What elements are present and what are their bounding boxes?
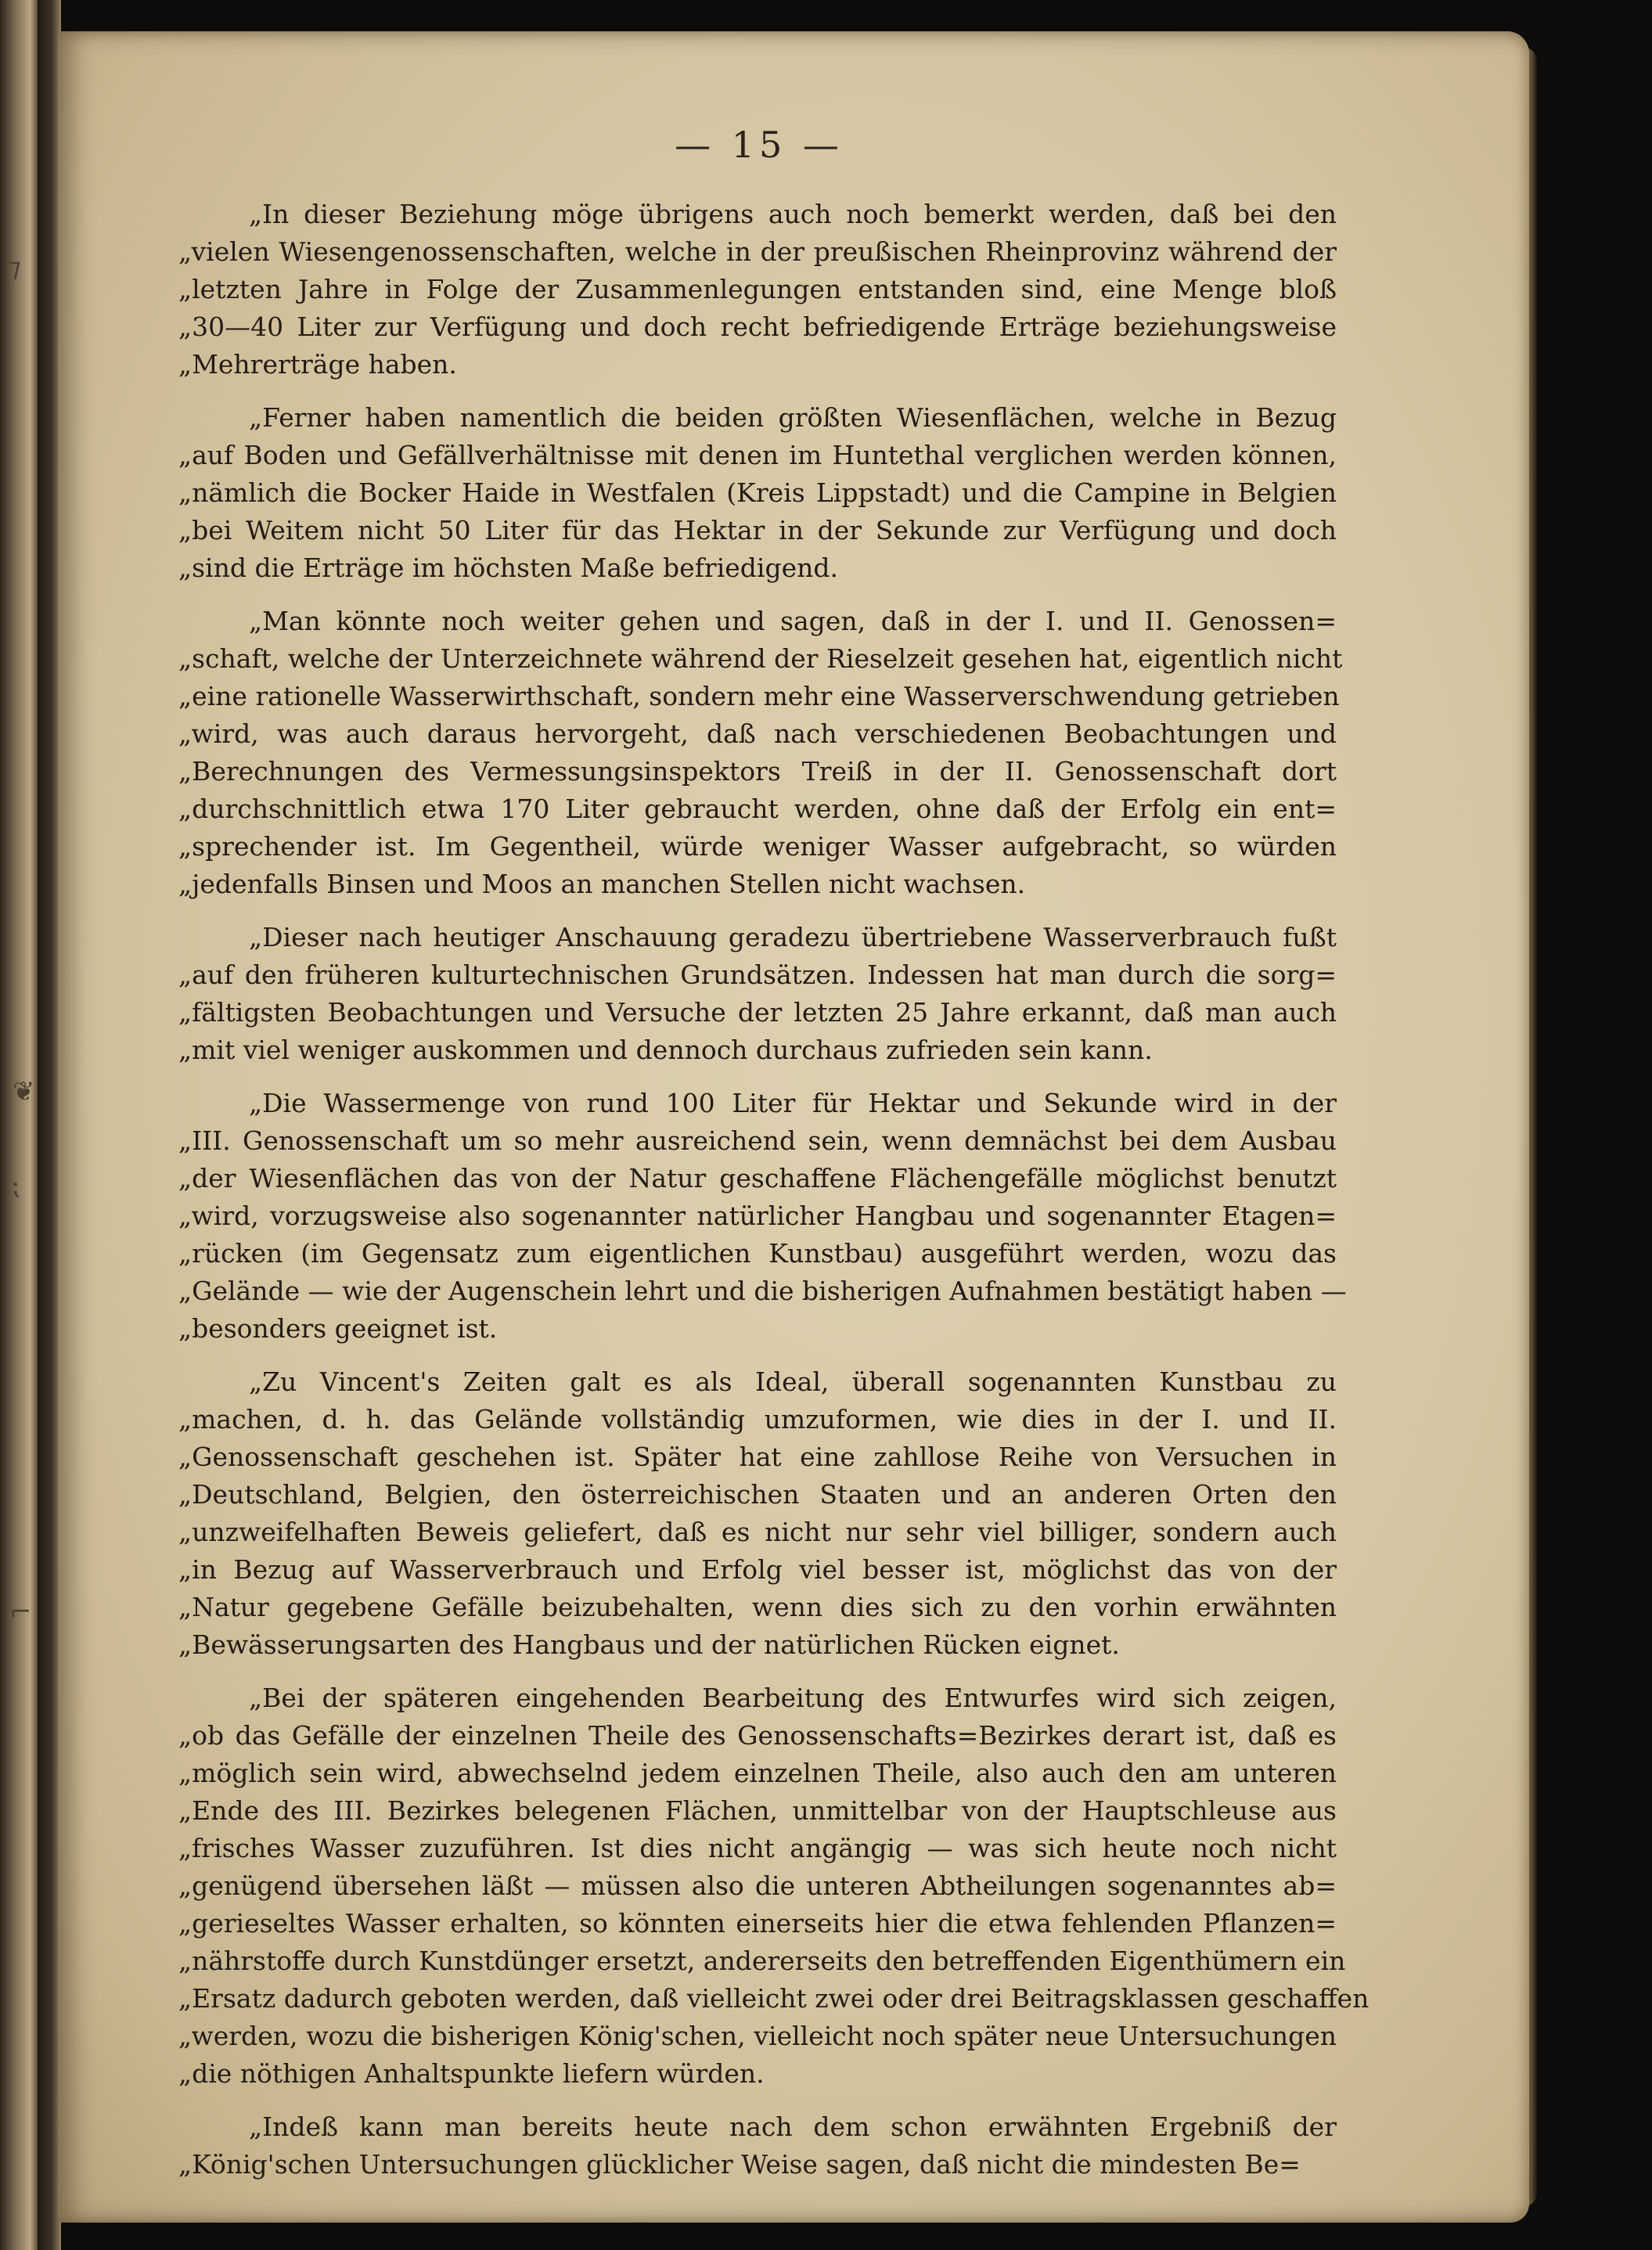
paragraph: [178, 603, 1343, 903]
text-line: „Ferner haben namentlich die beiden größten Wiesenflächen, welche in Bezug: [249, 402, 1337, 433]
text-line: „Die Wassermenge von rund 100 Liter für Hektar und Sekunde wird in der: [249, 1088, 1337, 1118]
paragraph: [178, 1363, 1337, 1664]
text-line: „die nöthigen Anhaltspunkte liefern würden.: [178, 2058, 765, 2089]
text-line: „Ende des III. Bezirkes belegenen Flächen, unmittelbar von der Hauptschleuse aus: [178, 1795, 1337, 1826]
margin-mark: ⁊: [8, 252, 21, 283]
margin-mark: ⌐: [9, 1597, 32, 1628]
text-line: „Bei der späteren eingehenden Bearbeitung des Entwurfes wird sich zeigen,: [249, 1683, 1337, 1713]
text-line: „vielen Wiesengenossenschaften, welche in der preußischen Rheinprovinz während der: [178, 236, 1337, 267]
text-line: „nährstoffe durch Kunstdünger ersetzt, andererseits den betreffenden Eigenthümern ein: [178, 1946, 1346, 1976]
paragraph: [178, 919, 1337, 1069]
body-text: [178, 196, 1369, 2199]
text-line: „auf den früheren kulturtechnischen Grundsätzen. Indessen hat man durch die sorg=: [178, 959, 1337, 990]
text-line: „genügend übersehen läßt — müssen also die unteren Abtheilungen sogenanntes ab=: [178, 1870, 1337, 1901]
text-line: „mit viel weniger auskommen und dennoch durchaus zufrieden sein kann.: [178, 1035, 1153, 1065]
paragraph: [178, 399, 1337, 587]
text-line: „letzten Jahre in Folge der Zusammenlegungen entstanden sind, eine Menge bloß: [178, 274, 1337, 304]
text-line: „Deutschland, Belgien, den österreichischen Staaten und an anderen Orten den: [178, 1479, 1337, 1510]
text-line: „durchschnittlich etwa 170 Liter gebraucht werden, ohne daß der Erfolg ein ent=: [178, 794, 1337, 824]
text-line: „30—40 Liter zur Verfügung und doch recht befriedigende Erträge beziehungsweise: [178, 311, 1337, 342]
margin-mark: ⁏: [11, 1170, 20, 1201]
paragraph: [178, 2108, 1337, 2183]
text-line: „schaft, welche der Unterzeichnete während der Rieselzeit gesehen hat, eigentlich nicht: [178, 643, 1343, 674]
margin-mark: ❦: [13, 1076, 35, 1107]
text-line: „jedenfalls Binsen und Moos an manchen Stellen nicht wachsen.: [178, 869, 1026, 899]
text-line: „auf Boden und Gefällverhältnisse mit denen im Huntethal verglichen werden können,: [178, 440, 1337, 470]
paragraph: [178, 1085, 1347, 1348]
text-line: „Man könnte noch weiter gehen und sagen, daß in der I. und II. Genossen=: [249, 606, 1337, 636]
text-line: „sprechender ist. Im Gegentheil, würde weniger Wasser aufgebracht, so würden: [178, 831, 1337, 862]
text-line: „machen, d. h. das Gelände vollständig umzuformen, wie dies in der I. und II.: [178, 1404, 1337, 1435]
text-line: „Indeß kann man bereits heute nach dem schon erwähnten Ergebniß der: [249, 2111, 1337, 2142]
text-line: „wird, was auch daraus hervorgeht, daß nach verschiedenen Beobachtungen und: [178, 718, 1337, 749]
text-line: „Dieser nach heutiger Anschauung geradezu übertriebene Wasserverbrauch fußt: [249, 922, 1337, 952]
text-line: „III. Genossenschaft um so mehr ausreichend sein, wenn demnächst bei dem Ausbau: [178, 1125, 1337, 1156]
text-line: „Zu Vincent's Zeiten galt es als Ideal, überall sogenannten Kunstbau zu: [249, 1366, 1337, 1397]
text-line: „Genossenschaft geschehen ist. Später hat eine zahllose Reihe von Versuchen in: [178, 1442, 1337, 1472]
text-line: „Berechnungen des Vermessungsinspektors Treiß in der II. Genossenschaft dort: [178, 756, 1337, 787]
previous-page-edge: [0, 0, 38, 2250]
paragraph: [178, 196, 1337, 383]
text-line: „besonders geeignet ist.: [178, 1313, 498, 1344]
paragraph: [178, 1679, 1369, 2093]
text-line: „Bewässerungsarten des Hangbaus und der natürlichen Rücken eignet.: [178, 1629, 1120, 1660]
text-line: „Mehrerträge haben.: [178, 349, 457, 380]
text-line: „nämlich die Bocker Haide in Westfalen (Kreis Lippstadt) und die Campine in Belgien: [178, 477, 1337, 508]
text-line: „werden, wozu die bisherigen König'schen, vielleicht noch später neue Untersuchungen: [178, 2021, 1337, 2051]
text-line: „in Bezug auf Wasserverbrauch und Erfolg viel besser ist, möglichst das von der: [178, 1554, 1337, 1585]
text-line: „eine rationelle Wasserwirthschaft, sondern mehr eine Wasserverschwendung getrieben: [178, 681, 1340, 711]
text-line: „bei Weitem nicht 50 Liter für das Hektar in der Sekunde zur Verfügung und doch: [178, 515, 1337, 545]
text-line: „der Wiesenflächen das von der Natur geschaffene Flächengefälle möglichst benutzt: [178, 1163, 1337, 1193]
text-line: „rücken (im Gegensatz zum eigentlichen Kunstbau) ausgeführt werden, wozu das: [178, 1238, 1337, 1269]
text-line: „Natur gegebene Gefälle beizubehalten, wenn dies sich zu den vorhin erwähnten: [178, 1592, 1337, 1622]
text-line: „Ersatz dadurch geboten werden, daß vielleicht zwei oder drei Beitragsklassen geschaffen: [178, 1983, 1369, 2014]
text-line: „In dieser Beziehung möge übrigens auch noch bemerkt werden, daß bei den: [249, 199, 1337, 229]
text-line: „gerieseltes Wasser erhalten, so könnten einerseits hier die etwa fehlenden Pflanzen=: [178, 1908, 1337, 1939]
text-line: „wird, vorzugsweise also sogenannter natürlicher Hangbau und sogenannter Etagen=: [178, 1201, 1337, 1231]
page-number: — 15 —: [675, 124, 844, 166]
text-line: „König'schen Untersuchungen glücklicher Weise sagen, daß nicht die mindesten Be=: [178, 2149, 1301, 2180]
text-line: „sind die Erträge im höchsten Maße befriedigend.: [178, 553, 838, 583]
text-line: „fältigsten Beobachtungen und Versuche der letzten 25 Jahre erkannt, daß man auch: [178, 997, 1337, 1028]
text-line: „ob das Gefälle der einzelnen Theile des Genossenschafts=Bezirkes derart ist, daß es: [178, 1720, 1337, 1751]
text-line: „frisches Wasser zuzuführen. Ist dies nicht angängig — was sich heute noch nicht: [178, 1833, 1337, 1863]
text-line: „Gelände — wie der Augenschein lehrt und die bisherigen Aufnahmen bestätigt haben —: [178, 1276, 1347, 1306]
text-line: „unzweifelhaften Beweis geliefert, daß es nicht nur sehr viel billiger, sondern auch: [178, 1517, 1337, 1547]
text-line: „möglich sein wird, abwechselnd jedem einzelnen Theile, also auch den am unteren: [178, 1758, 1337, 1788]
